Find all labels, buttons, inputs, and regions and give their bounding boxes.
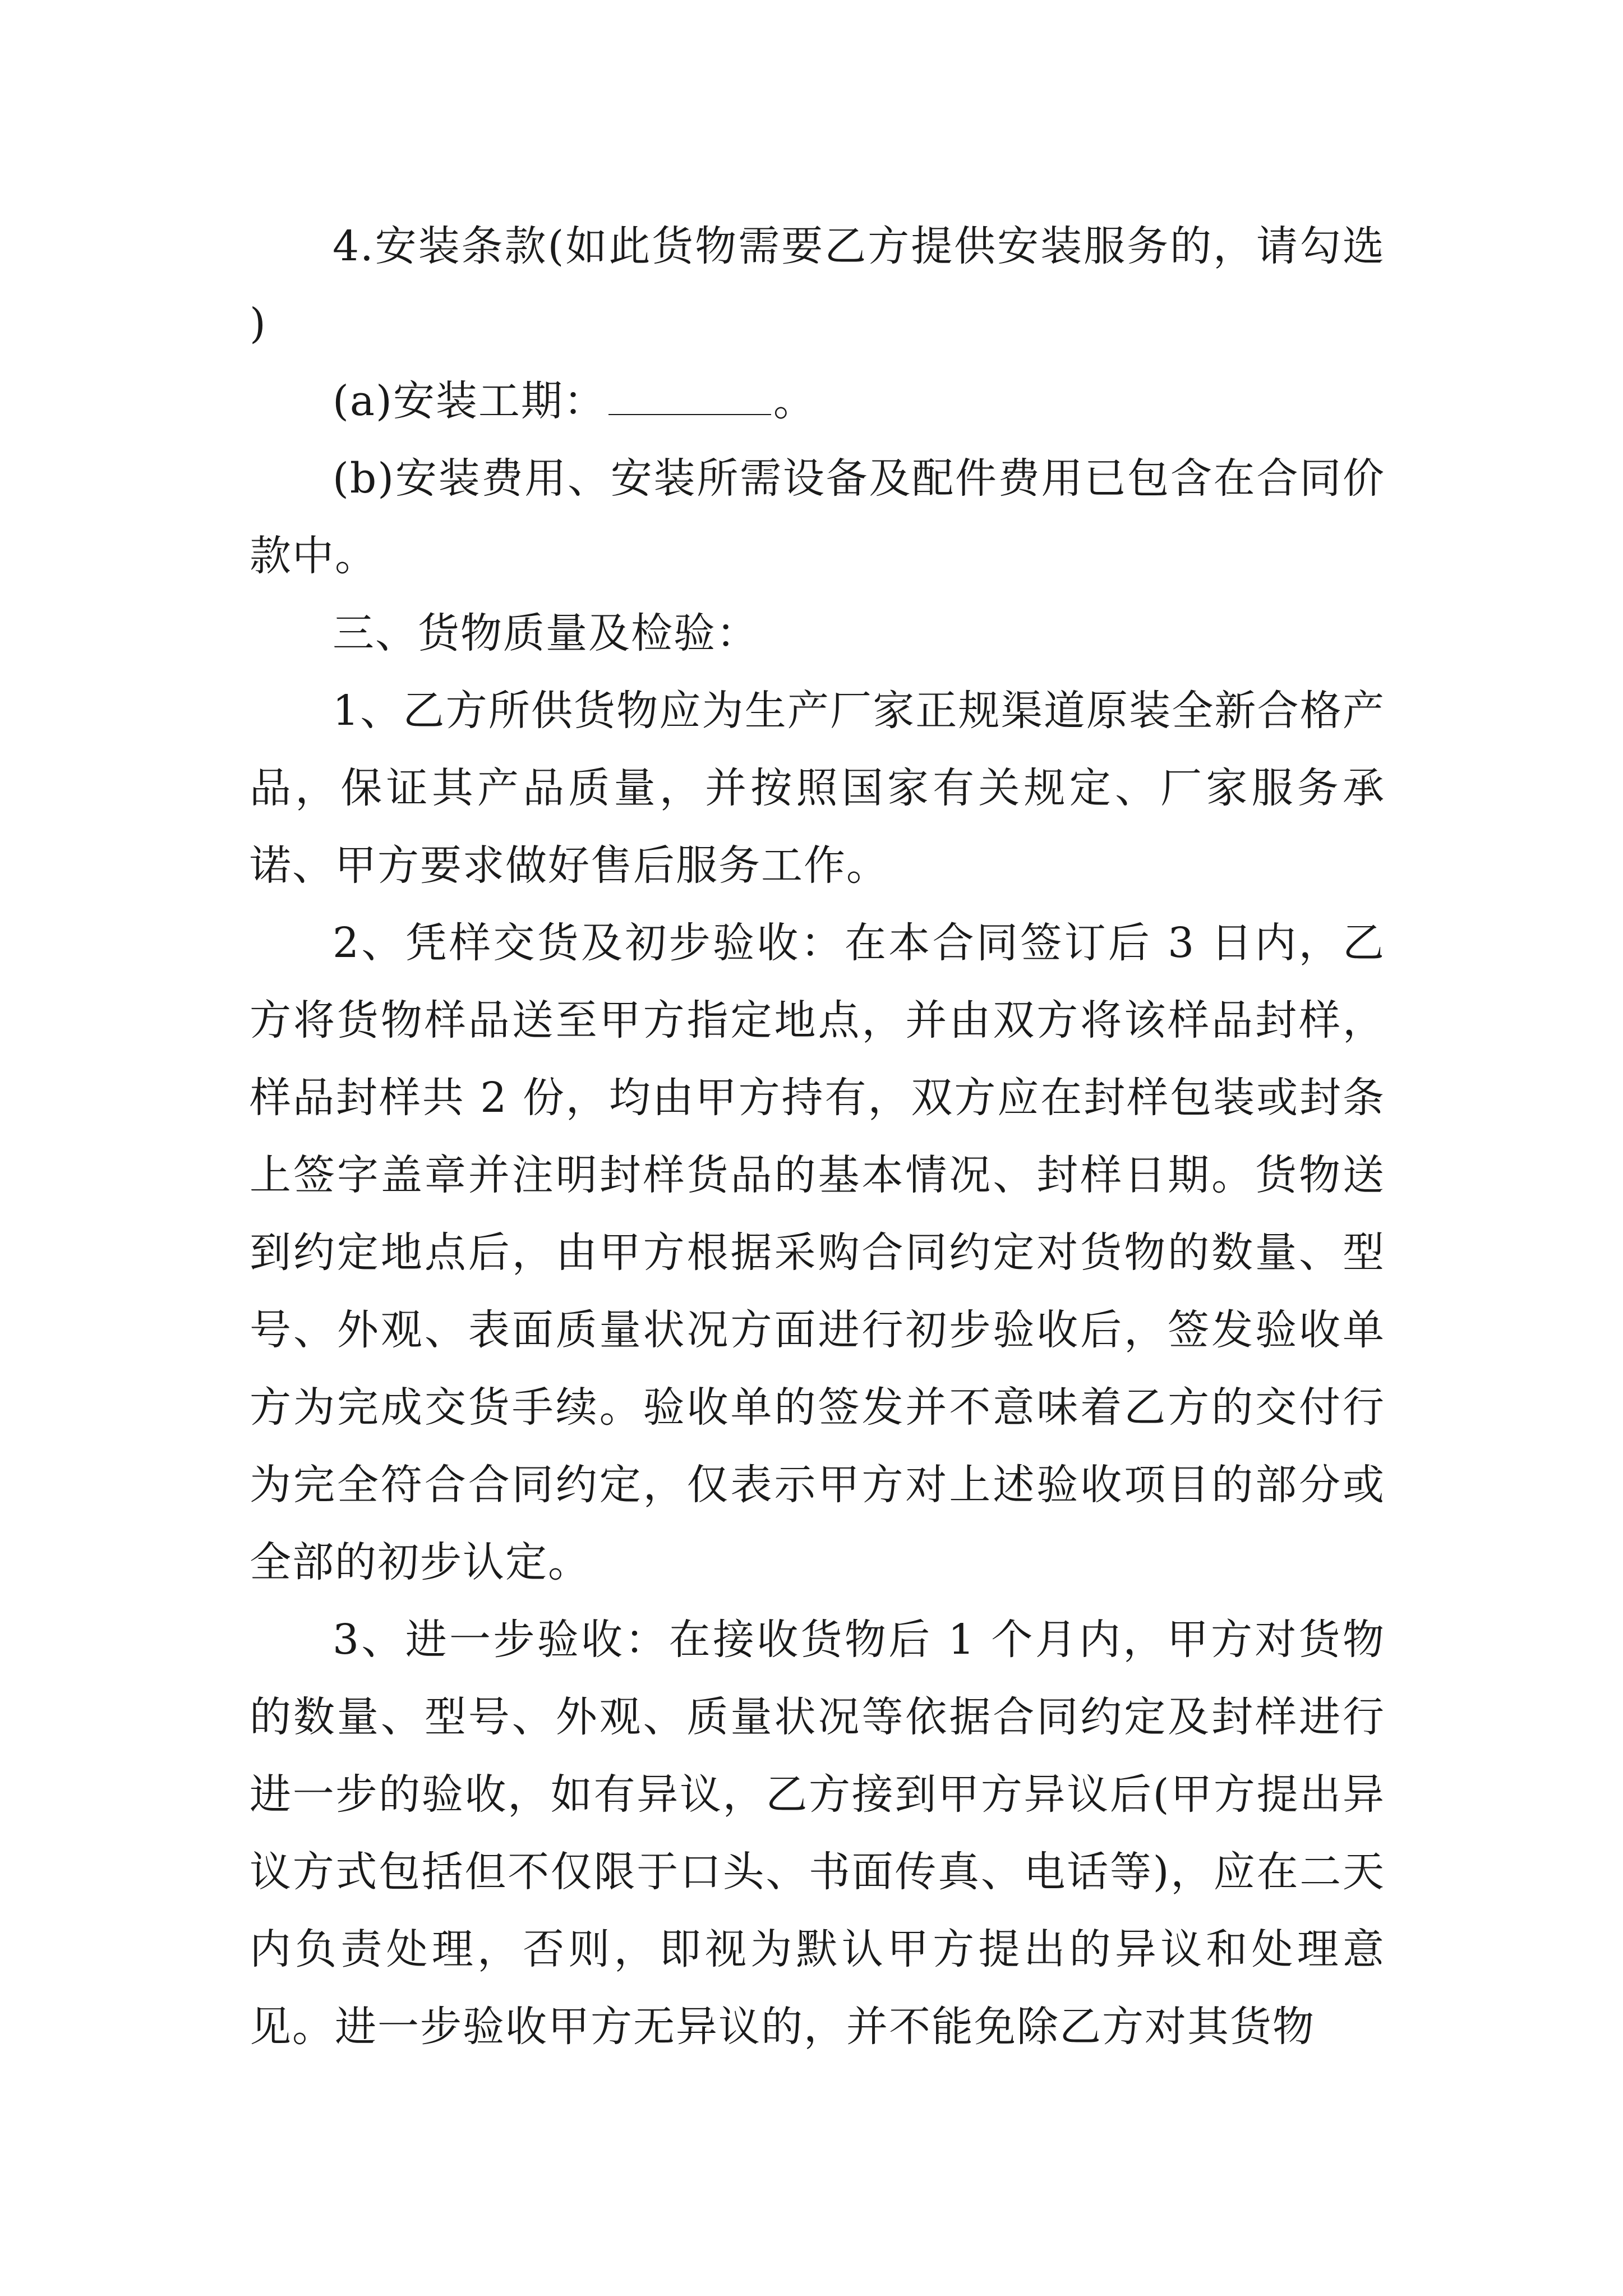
clause-sample-delivery: 2、凭样交货及初步验收：在本合同签订后 3 日内，乙方将货物样品送至甲方指定地点，并由双方将该样品封样，样品封样共 2 份，均由甲方持有，双方应在封样包装或封条上签字盖章并注明封样货品的基本情况、封样日期。货物送到约定地点后，由甲方根据采购合同约定对货物的数量、型号、外观、表面质量状况方面进行初步验收后，签发验收单方为完成交货手续。验收单的签发并不意味着乙方的交付行为完全符合合同约定，仅表示甲方对上述验收项目的部分或全部的初步认定。 [250, 919, 1385, 1586]
installation-period-end: 。 [773, 377, 816, 425]
installation-period-blank [608, 380, 771, 415]
clause-installation-period [250, 362, 1385, 440]
clause-installation-terms: 4.安装条款(如此货物需要乙方提供安装服务的，请勾选 ) [250, 222, 1385, 348]
installation-period-label: (a)安装工期： [333, 377, 606, 425]
clause-installation-fees: (b)安装费用、安装所需设备及配件费用已包含在合同价款中。 [250, 454, 1385, 580]
section-heading-quality-inspection: 三、货物质量及检验： [333, 609, 759, 657]
document-body [250, 208, 1385, 2065]
clause-product-quality: 1、乙方所供货物应为生产厂家正规渠道原装全新合格产品，保证其产品质量，并按照国家有关规定、厂家服务承诺、甲方要求做好售后服务工作。 [250, 687, 1385, 890]
clause-further-acceptance: 3、进一步验收：在接收货物后 1 个月内，甲方对货物的数量、型号、外观、质量状况等依据合同约定及封样进行进一步的验收，如有异议，乙方接到甲方异议后(甲方提出异议方式包括但不仅限于口头、书面传真、电话等)，应在二天内负责处理，否则，即视为默认甲方提出的异议和处理意见。进一步验收甲方无异议的，并不能免除乙方对其货物 [250, 1616, 1385, 2051]
